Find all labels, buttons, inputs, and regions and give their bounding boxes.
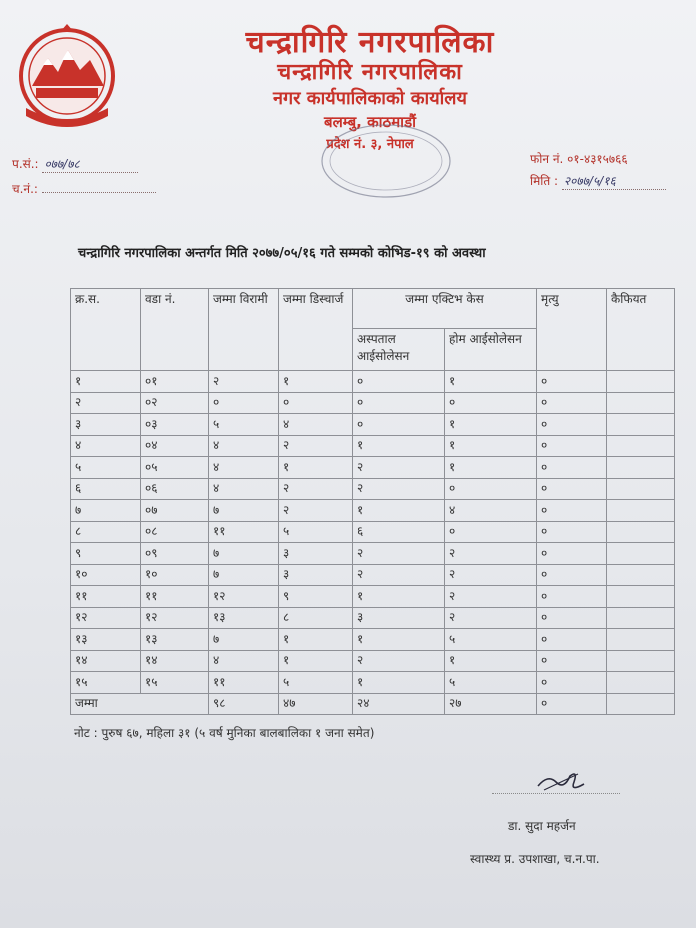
cell-hospital-isolation: १ [353, 629, 445, 651]
col-header-total-patients: जम्मा विरामी [209, 289, 279, 371]
cell-home-isolation: १ [445, 371, 537, 393]
table-row [71, 500, 675, 522]
cell-remarks [607, 500, 675, 522]
cell-sn: १० [71, 564, 141, 586]
cell-discharged: ४ [279, 414, 353, 436]
cell-hospital-isolation: २ [353, 457, 445, 479]
cell-hospital-isolation: २ [353, 478, 445, 500]
signer-post: स्वास्थ्य प्र. उपशाखा, च.न.पा. [470, 852, 600, 866]
cell-ward: ०५ [141, 457, 209, 479]
municipality-title: चन्द्रागिरि नगरपालिका [245, 25, 495, 60]
table-row [71, 543, 675, 565]
cell-home-isolation: २ [445, 586, 537, 608]
cell-remarks [607, 543, 675, 565]
cell-sn: १२ [71, 607, 141, 629]
cell-total-patients: ४ [209, 650, 279, 672]
letter-number-label: प.सं.: [12, 157, 39, 171]
table-row [71, 457, 675, 479]
cell-deaths: ० [537, 564, 607, 586]
table-row [71, 371, 675, 393]
cell-deaths: ० [537, 478, 607, 500]
cell-discharged: २ [279, 478, 353, 500]
cell-home-isolation: १ [445, 435, 537, 457]
cell-deaths: ० [537, 457, 607, 479]
cell-total-patients: ४ [209, 478, 279, 500]
table-row [71, 586, 675, 608]
signature-scribble [534, 764, 588, 796]
cell-total-patients: १३ [209, 607, 279, 629]
cell-hospital-isolation: १ [353, 435, 445, 457]
cell-hospital-isolation: १ [353, 672, 445, 694]
total-home-isolation: २७ [445, 693, 537, 715]
phone-value: ०१-४३१५७६६ [567, 152, 628, 166]
cell-deaths: ० [537, 521, 607, 543]
table-row [71, 521, 675, 543]
cell-total-patients: ४ [209, 457, 279, 479]
cell-hospital-isolation: ० [353, 371, 445, 393]
cell-hospital-isolation: १ [353, 500, 445, 522]
gender-note: नोट : पुरुष ६७, महिला ३१ (५ वर्ष मुनिका बालबालिका १ जना समेत) [74, 726, 375, 740]
cell-sn: १५ [71, 672, 141, 694]
col-header-active-cases: जम्मा एक्टिभ केस [353, 289, 537, 329]
cell-home-isolation: ० [445, 478, 537, 500]
table-body [71, 371, 675, 715]
total-discharged: ४७ [279, 693, 353, 715]
cell-sn: ३ [71, 414, 141, 436]
cell-deaths: ० [537, 435, 607, 457]
report-heading: चन्द्रागिरि नगरपालिका अन्तर्गत मिति २०७७/०५/१६ गते सम्मको कोभिड-१९ को अवस्था [78, 246, 486, 261]
municipality-emblem-icon [8, 24, 126, 136]
cell-deaths: ० [537, 629, 607, 651]
table-row [71, 607, 675, 629]
cell-home-isolation: ० [445, 521, 537, 543]
table-row [71, 392, 675, 414]
total-deaths: ० [537, 693, 607, 715]
cell-hospital-isolation: ६ [353, 521, 445, 543]
cell-ward: ०९ [141, 543, 209, 565]
signer-name: डा. सुदा महर्जन [508, 819, 576, 833]
cell-remarks [607, 435, 675, 457]
col-header-deaths: मृत्यु [537, 289, 607, 371]
cell-discharged: ८ [279, 607, 353, 629]
phone-label: फोन नं. [530, 152, 564, 166]
cell-ward: १० [141, 564, 209, 586]
table-row [71, 478, 675, 500]
cell-remarks [607, 607, 675, 629]
cell-hospital-isolation: ० [353, 392, 445, 414]
cell-ward: ०२ [141, 392, 209, 414]
total-remarks [607, 693, 675, 715]
table-total-row [71, 693, 675, 715]
cell-discharged: ३ [279, 543, 353, 565]
total-hospital-isolation: २४ [353, 693, 445, 715]
cell-sn: ६ [71, 478, 141, 500]
cell-remarks [607, 564, 675, 586]
cell-discharged: २ [279, 435, 353, 457]
cell-discharged: ० [279, 392, 353, 414]
signature-line [492, 793, 620, 794]
letter-number-field [12, 155, 138, 173]
table-row [71, 435, 675, 457]
cell-remarks [607, 414, 675, 436]
cell-total-patients: २ [209, 371, 279, 393]
cell-home-isolation: १ [445, 414, 537, 436]
col-header-ward: वडा नं. [141, 289, 209, 371]
cell-hospital-isolation: २ [353, 650, 445, 672]
cell-remarks [607, 586, 675, 608]
cell-remarks [607, 392, 675, 414]
cell-sn: १ [71, 371, 141, 393]
cell-discharged: ५ [279, 672, 353, 694]
cell-hospital-isolation: १ [353, 586, 445, 608]
office-location: बलम्बु, काठमाडौं [324, 113, 416, 131]
cell-home-isolation: ५ [445, 629, 537, 651]
col-header-remarks: कैफियत [607, 289, 675, 371]
cell-ward: ०३ [141, 414, 209, 436]
cell-total-patients: ११ [209, 672, 279, 694]
cell-remarks [607, 629, 675, 651]
cell-ward: १४ [141, 650, 209, 672]
cell-total-patients: ११ [209, 521, 279, 543]
cell-deaths: ० [537, 500, 607, 522]
cell-home-isolation: २ [445, 607, 537, 629]
cell-discharged: ९ [279, 586, 353, 608]
total-patients: ९८ [209, 693, 279, 715]
total-label: जम्मा [71, 693, 209, 715]
cell-ward: १३ [141, 629, 209, 651]
cell-sn: ४ [71, 435, 141, 457]
cell-deaths: ० [537, 392, 607, 414]
cell-total-patients: ४ [209, 435, 279, 457]
cell-sn: ७ [71, 500, 141, 522]
cell-deaths: ० [537, 607, 607, 629]
col-header-home-isolation: होम आईसोलेसन [445, 329, 537, 371]
cell-sn: १४ [71, 650, 141, 672]
cell-hospital-isolation: २ [353, 564, 445, 586]
cell-remarks [607, 457, 675, 479]
cell-total-patients: १२ [209, 586, 279, 608]
cell-hospital-isolation: ३ [353, 607, 445, 629]
cell-hospital-isolation: २ [353, 543, 445, 565]
cell-sn: १३ [71, 629, 141, 651]
dispatch-number-value [42, 192, 156, 193]
col-header-sn: क्र.स. [71, 289, 141, 371]
cell-discharged: १ [279, 371, 353, 393]
cell-total-patients: ७ [209, 629, 279, 651]
cell-total-patients: ५ [209, 414, 279, 436]
cell-hospital-isolation: ० [353, 414, 445, 436]
table-row [71, 564, 675, 586]
cell-deaths: ० [537, 414, 607, 436]
cell-total-patients: ७ [209, 564, 279, 586]
cell-discharged: ५ [279, 521, 353, 543]
date-label: मिति : [530, 174, 559, 188]
cell-home-isolation: १ [445, 650, 537, 672]
cell-discharged: १ [279, 629, 353, 651]
cell-total-patients: ७ [209, 500, 279, 522]
covid-status-table [70, 288, 675, 715]
cell-ward: १५ [141, 672, 209, 694]
dispatch-number-label: च.नं.: [12, 182, 38, 196]
cell-sn: २ [71, 392, 141, 414]
cell-discharged: २ [279, 500, 353, 522]
cell-discharged: ३ [279, 564, 353, 586]
cell-home-isolation: ५ [445, 672, 537, 694]
cell-remarks [607, 521, 675, 543]
municipality-title-newari: चन्द्रागिरि नगरपालिका [277, 60, 463, 85]
cell-ward: १२ [141, 607, 209, 629]
cell-ward: ०८ [141, 521, 209, 543]
date-field [530, 172, 666, 190]
letter-number-value: ०७७/७८ [42, 155, 138, 173]
cell-deaths: ० [537, 371, 607, 393]
table-row [71, 629, 675, 651]
cell-deaths: ० [537, 650, 607, 672]
dispatch-number-field [12, 180, 156, 197]
cell-home-isolation: २ [445, 543, 537, 565]
date-value: २०७७/५/१६ [562, 172, 666, 190]
table-row [71, 650, 675, 672]
cell-deaths: ० [537, 672, 607, 694]
cell-home-isolation: ४ [445, 500, 537, 522]
table-row [71, 414, 675, 436]
cell-ward: ०७ [141, 500, 209, 522]
cell-discharged: १ [279, 457, 353, 479]
col-header-hospital-isolation: अस्पताल आईसोलेसन [353, 329, 445, 371]
cell-sn: ११ [71, 586, 141, 608]
office-name: नगर कार्यपालिकाको कार्यालय [273, 88, 467, 109]
cell-ward: ०४ [141, 435, 209, 457]
table-row [71, 672, 675, 694]
cell-deaths: ० [537, 586, 607, 608]
cell-sn: ८ [71, 521, 141, 543]
cell-ward: ०६ [141, 478, 209, 500]
cell-home-isolation: २ [445, 564, 537, 586]
col-header-discharged: जम्मा डिस्चार्ज [279, 289, 353, 371]
cell-remarks [607, 650, 675, 672]
cell-discharged: १ [279, 650, 353, 672]
cell-ward: ०१ [141, 371, 209, 393]
cell-home-isolation: ० [445, 392, 537, 414]
cell-sn: ५ [71, 457, 141, 479]
cell-sn: ९ [71, 543, 141, 565]
office-province: प्रदेश नं. ३, नेपाल [326, 137, 414, 152]
phone-field [530, 150, 628, 167]
cell-home-isolation: १ [445, 457, 537, 479]
cell-total-patients: ७ [209, 543, 279, 565]
cell-deaths: ० [537, 543, 607, 565]
office-seal-stamp [318, 122, 454, 200]
cell-remarks [607, 672, 675, 694]
cell-total-patients: ० [209, 392, 279, 414]
cell-remarks [607, 371, 675, 393]
cell-remarks [607, 478, 675, 500]
cell-ward: ११ [141, 586, 209, 608]
